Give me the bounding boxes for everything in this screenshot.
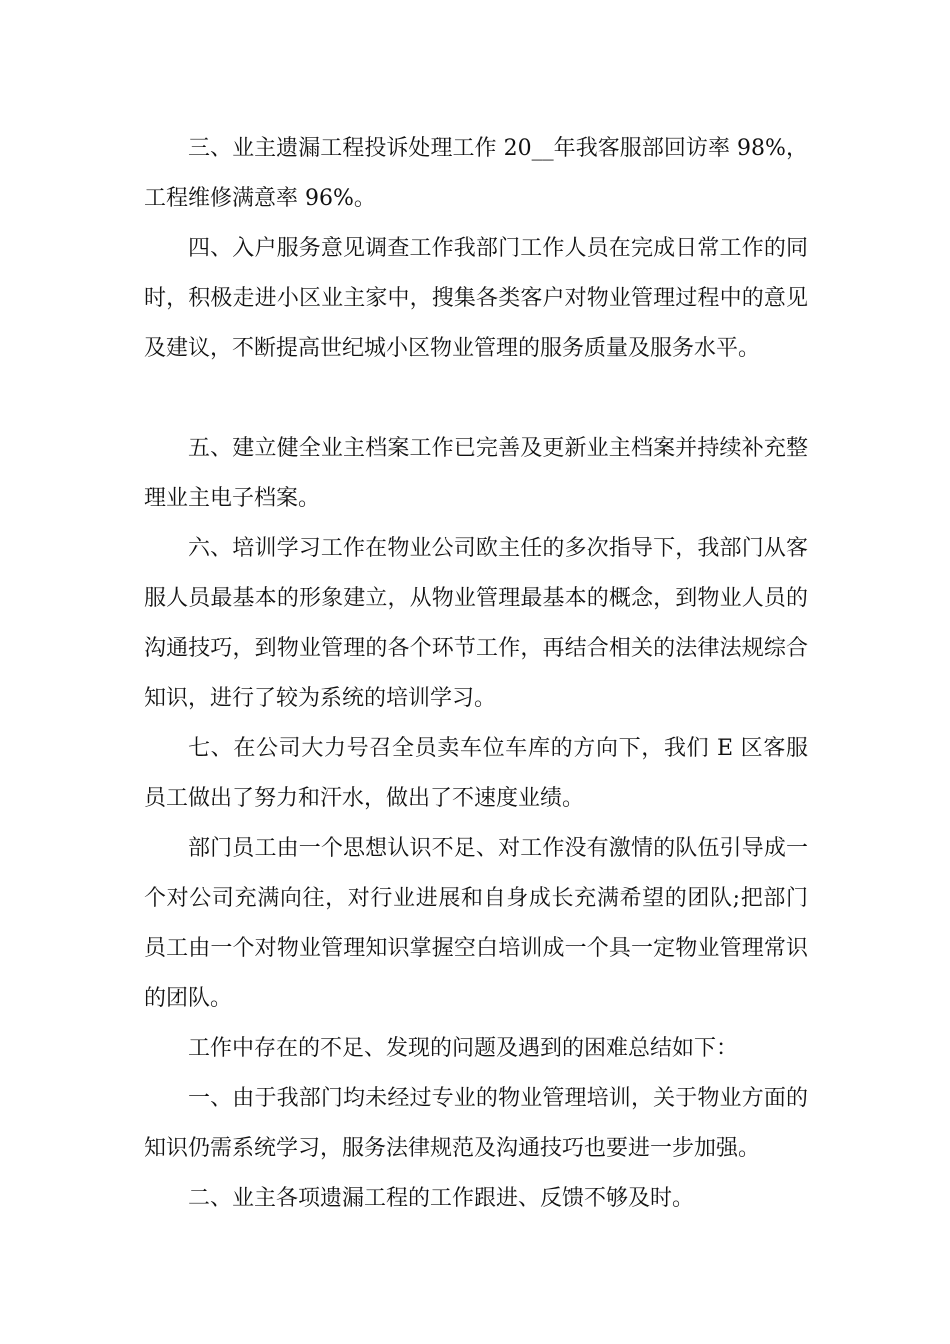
paragraph-shortcoming-one: 一、由于我部门均未经过专业的物业管理培训，关于物业方面的知识仍需系统学习，服务法律规范及沟通技巧也要进一步加强。 [144, 1086, 808, 1161]
paragraph-customer-complaints: 三、业主遗漏工程投诉处理工作 20__年我客服部回访率 98%，工程维修满意率 96%。 [144, 136, 808, 211]
paragraph-parking-sales: 七、在公司大力号召全员卖车位车库的方向下，我们 E 区客服员工做出了努力和汗水，做出了不速度业绩。 [144, 736, 808, 811]
paragraph-shortcomings-intro: 工作中存在的不足、发现的问题及遇到的困难总结如下： [188, 1036, 739, 1061]
paragraph-owner-archives: 五、建立健全业主档案工作已完善及更新业主档案并持续补充整理业主电子档案。 [144, 436, 808, 511]
paragraph-shortcoming-two: 二、业主各项遗漏工程的工作跟进、反馈不够及时。 [188, 1186, 695, 1211]
document-body [144, 124, 808, 1224]
paragraph-household-survey: 四、入户服务意见调查工作我部门工作人员在完成日常工作的同时，积极走进小区业主家中，搜集各类客户对物业管理过程中的意见及建议，不断提高世纪城小区物业管理的服务质量及服务水平。 [144, 236, 808, 361]
paragraph-team-growth: 部门员工由一个思想认识不足、对工作没有激情的队伍引导成一个对公司充满向往，对行业进展和自身成长充满希望的团队;把部门员工由一个对物业管理知识掌握空白培训成一个具一定物业管理常识的团队。 [144, 836, 808, 1011]
paragraph-gap [144, 374, 808, 424]
paragraph-training: 六、培训学习工作在物业公司欧主任的多次指导下，我部门从客服人员最基本的形象建立，从物业管理最基本的概念，到物业人员的沟通技巧，到物业管理的各个环节工作，再结合相关的法律法规综合知识，进行了较为系统的培训学习。 [144, 536, 808, 711]
